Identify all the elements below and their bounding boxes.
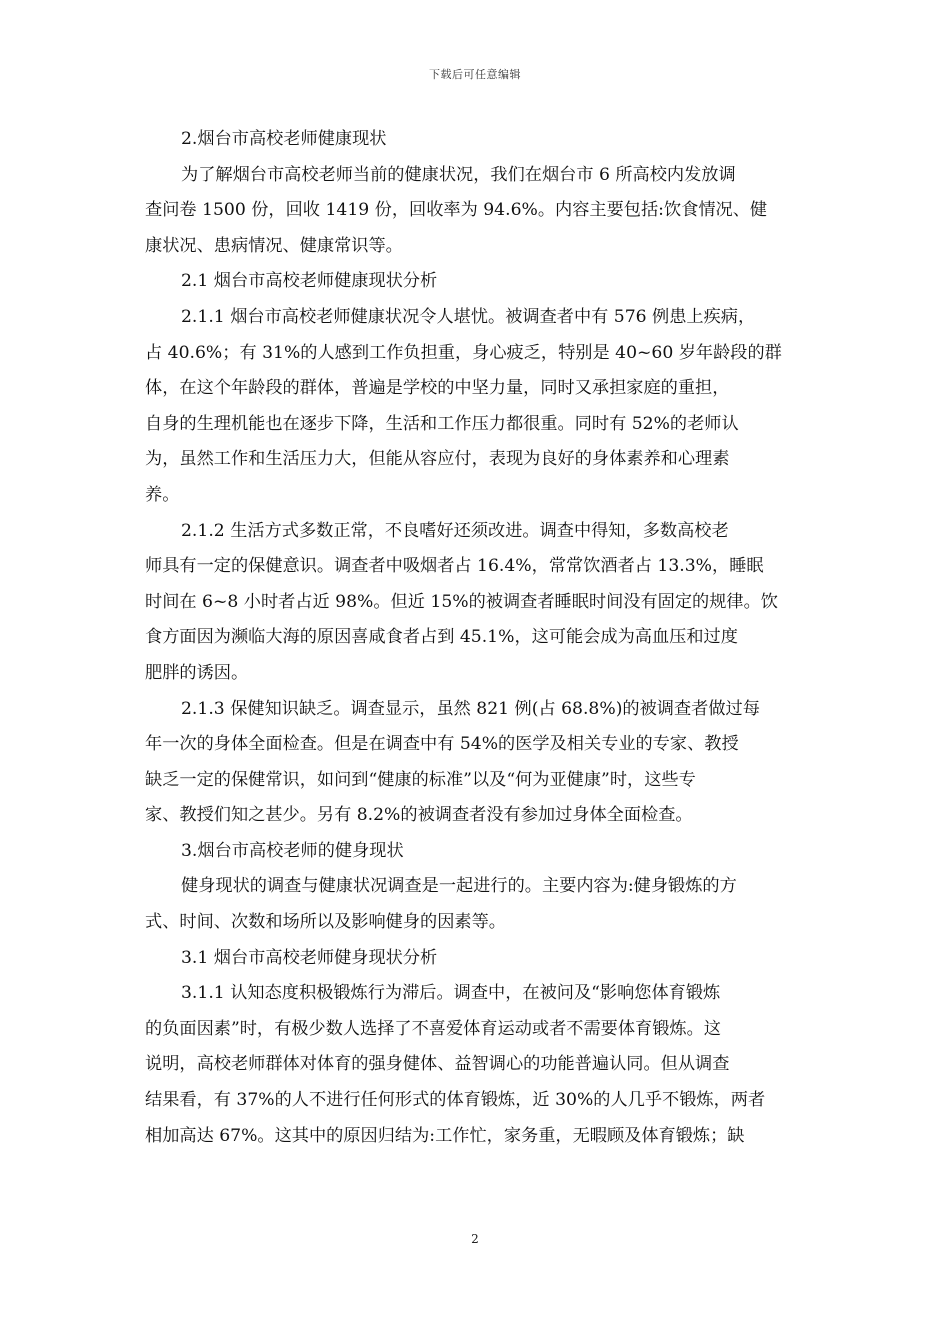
text-line: 时间在 6~8 小时者占近 98%。但近 15%的被调查者睡眠时间没有固定的规律。饮 bbox=[145, 591, 778, 612]
text-line: 家、教授们知之甚少。另有 8.2%的被调查者没有参加过身体全面检查。 bbox=[145, 805, 693, 826]
text-line: 体，在这个年龄段的群体，普遍是学校的中坚力量，同时又承担家庭的重担， bbox=[145, 378, 730, 399]
text-line: 2.1.3 保健知识缺乏。调查显示，虽然 821 例(占 68.8%)的被调查者做过每 bbox=[181, 698, 760, 719]
text-line: 健身现状的调查与健康状况调查是一起进行的。主要内容为:健身锻炼的方 bbox=[181, 876, 737, 897]
text-line: 2.1.2 生活方式多数正常，不良嗜好还须改进。调查中得知，多数高校老 bbox=[181, 520, 729, 541]
page-header-note: 下载后可任意编辑 bbox=[429, 68, 521, 81]
section-heading: 2.烟台市高校老师健康现状 bbox=[181, 129, 387, 149]
text-line: 结果看，有 37%的人不进行任何形式的体育锻炼，近 30%的人几乎不锻炼，两者 bbox=[145, 1090, 766, 1111]
text-line: 康状况、患病情况、健康常识等。 bbox=[145, 235, 403, 256]
text-line: 肥胖的诱因。 bbox=[145, 662, 249, 683]
text-line: 式、时间、次数和场所以及影响健身的因素等。 bbox=[145, 912, 506, 933]
text-line: 缺乏一定的保健常识，如问到“健康的标准”以及“何为亚健康”时，这些专 bbox=[145, 769, 696, 790]
text-line: 3.1.1 认知态度积极锻炼行为滞后。调查中，在被问及“影响您体育锻炼 bbox=[181, 983, 721, 1004]
section-heading: 2.1 烟台市高校老师健康现状分析 bbox=[181, 271, 438, 292]
text-line: 为了解烟台市高校老师当前的健康状况，我们在烟台市 6 所高校内发放调 bbox=[181, 164, 736, 185]
text-line: 自身的生理机能也在逐步下降，生活和工作压力都很重。同时有 52%的老师认 bbox=[145, 413, 739, 434]
text-line: 2.1.1 烟台市高校老师健康状况令人堪忧。被调查者中有 576 例患上疾病， bbox=[181, 306, 756, 327]
page-number: 2 bbox=[471, 1232, 479, 1246]
text-line: 占 40.6%；有 31%的人感到工作负担重，身心疲乏，特别是 40~60 岁年龄段的群 bbox=[145, 342, 782, 363]
section-heading: 3.烟台市高校老师的健身现状 bbox=[181, 840, 404, 861]
text-line: 师具有一定的保健意识。调查者中吸烟者占 16.4%，常常饮酒者占 13.3%，睡眠 bbox=[145, 556, 764, 577]
text-line: 食方面因为濒临大海的原因喜咸食者占到 45.1%，这可能会成为高血压和过度 bbox=[145, 627, 738, 648]
document-body bbox=[145, 122, 807, 1154]
text-line: 年一次的身体全面检查。但是在调查中有 54%的医学及相关专业的专家、教授 bbox=[145, 734, 739, 755]
section-heading: 3.1 烟台市高校老师健身现状分析 bbox=[181, 947, 438, 968]
text-line: 的负面因素”时，有极少数人选择了不喜爱体育运动或者不需要体育锻炼。这 bbox=[145, 1018, 721, 1039]
text-line: 说明，高校老师群体对体育的强身健体、益智调心的功能普遍认同。但从调查 bbox=[145, 1054, 730, 1075]
text-line: 查问卷 1500 份，回收 1419 份，回收率为 94.6%。内容主要包括:饮食情况、健 bbox=[145, 200, 768, 221]
text-line: 相加高达 67%。这其中的原因归结为:工作忙，家务重，无暇顾及体育锻炼；缺 bbox=[145, 1125, 745, 1146]
text-line: 养。 bbox=[145, 484, 180, 505]
text-line: 为，虽然工作和生活压力大，但能从容应付，表现为良好的身体素养和心理素 bbox=[145, 449, 730, 470]
